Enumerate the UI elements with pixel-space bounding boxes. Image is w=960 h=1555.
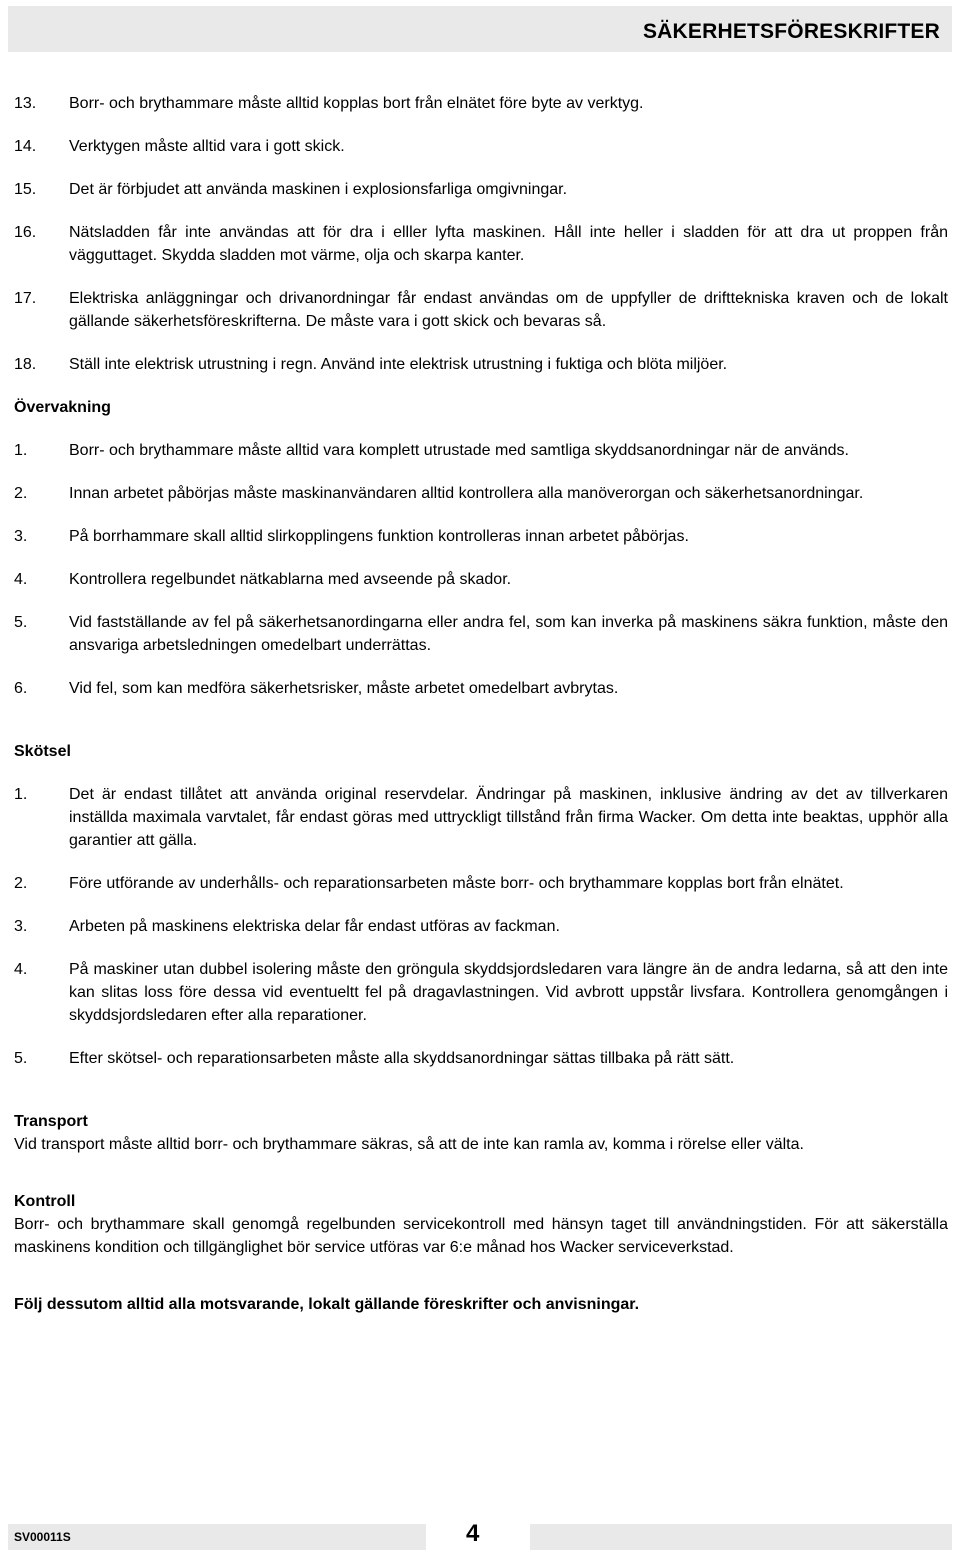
list-item: [14, 221, 948, 267]
list-item: [14, 92, 948, 115]
item-text: Innan arbetet påbörjas måste maskinanvändaren alltid kontrollera alla manöverorgan och säkerhetsanordningar.: [69, 485, 864, 502]
list-item: [14, 178, 948, 201]
section-heading-transport: Transport: [14, 1113, 88, 1130]
item-text: På maskiner utan dubbel isolering måste den gröngula skyddsjordsledaren vara längre än de andra ledarna, så att den inte kan slitas loss före dessa vid eventueltt fel på dragavlastningen. Vid avbrott uppstår livsfara. Kontrollera genomgången i skyddsjordsledaren efter alla reparationer.: [69, 961, 948, 1024]
list-item: [14, 1047, 948, 1070]
list-item: [14, 439, 948, 462]
list-item: [14, 135, 948, 158]
spacer: [14, 720, 948, 740]
item-number: 3.: [14, 918, 28, 935]
transport-section: [14, 1110, 948, 1156]
item-number: 5.: [14, 614, 28, 631]
item-number: 2.: [14, 485, 28, 502]
footer-bar-left: [8, 1524, 426, 1550]
item-text: Verktygen måste alltid vara i gott skick.: [69, 138, 345, 155]
item-number: 2.: [14, 875, 28, 892]
spacer: [14, 1090, 948, 1110]
item-text: Arbeten på maskinens elektriska delar får endast utföras av fackman.: [69, 918, 560, 935]
item-number: 16.: [14, 224, 37, 241]
footer-bar-right: [530, 1524, 952, 1550]
item-text: Vid fastställande av fel på säkerhetsanordingarna eller andra fel, som kan inverka på maskinens säkra funktion, måste den ansvariga arbetsledningen omedelbart underrättas.: [69, 614, 948, 654]
item-number: 4.: [14, 571, 28, 588]
final-note: Följ dessutom alltid alla motsvarande, lokalt gällande föreskrifter och anvisningar.: [14, 1296, 640, 1313]
list-item: [14, 872, 948, 895]
kontroll-section: [14, 1190, 948, 1259]
page-number: 4: [466, 1520, 480, 1547]
item-text: På borrhammare skall alltid slirkopplingens funktion kontrolleras innan arbetet påbörjas.: [69, 528, 689, 545]
item-text: Efter skötsel- och reparationsarbeten måste alla skyddsanordningar sättas tillbaka på rätt sätt.: [69, 1050, 735, 1067]
section-heading-overvakning: Övervakning: [14, 399, 111, 416]
item-number: 4.: [14, 961, 28, 978]
transport-text: Vid transport måste alltid borr- och brythammare säkras, så att de inte kan ramla av, komma i rörelse eller välta.: [14, 1136, 804, 1153]
list-item: [14, 677, 948, 700]
item-text: Före utförande av underhålls- och reparationsarbeten måste borr- och brythammare kopplas bort från elnätet.: [69, 875, 844, 892]
item-text: Nätsladden får inte användas att för dra i elller lyfta maskinen. Håll inte heller i sladden för att dra ut proppen från vägguttaget. Skydda sladden mot värme, olja och skarpa kanter.: [69, 224, 948, 264]
section-heading-skotsel: Skötsel: [14, 743, 71, 760]
item-text: Ställ inte elektrisk utrustning i regn. Använd inte elektrisk utrustning i fuktiga och blöta miljöer.: [69, 356, 728, 373]
item-text: Borr- och brythammare måste alltid kopplas bort från elnätet före byte av verktyg.: [69, 95, 644, 112]
item-number: 3.: [14, 528, 28, 545]
list-item: [14, 958, 948, 1027]
item-number: 1.: [14, 786, 28, 803]
list-item: [14, 525, 948, 548]
item-text: Det är förbjudet att använda maskinen i explosionsfarliga omgivningar.: [69, 181, 568, 198]
list-item: [14, 568, 948, 591]
list-item: [14, 353, 948, 376]
item-number: 6.: [14, 680, 28, 697]
item-number: 13.: [14, 95, 37, 112]
item-text: Borr- och brythammare måste alltid vara komplett utrustade med samtliga skyddsanordningar när de används.: [69, 442, 849, 459]
page-title: SÄKERHETSFÖRESKRIFTER: [642, 20, 940, 43]
document-code: SV00011S: [14, 1530, 71, 1544]
item-number: 1.: [14, 442, 28, 459]
item-text: Elektriska anläggningar och drivanordningar får endast användas om de uppfyller de drifttekniska kraven och de lokalt gällande säkerhetsföreskrifterna. De måste vara i gott skick och bevaras så.: [69, 290, 948, 330]
list-item: [14, 287, 948, 333]
item-number: 14.: [14, 138, 37, 155]
list-item: [14, 915, 948, 938]
document-body: [14, 92, 948, 1316]
list-item: [14, 783, 948, 852]
list-item: [14, 482, 948, 505]
item-number: 15.: [14, 181, 37, 198]
item-text: Kontrollera regelbundet nätkablarna med avseende på skador.: [69, 571, 512, 588]
header-bar: [8, 6, 952, 52]
kontroll-text: Borr- och brythammare skall genomgå regelbunden servicekontroll med hänsyn taget till användningstiden. För att säkerställa maskinens kondition och tillgänglighet bör service utföras var 6:e månad hos Wacker serviceverkstad.: [14, 1216, 948, 1256]
item-number: 17.: [14, 290, 37, 307]
item-number: 18.: [14, 356, 37, 373]
item-text: Vid fel, som kan medföra säkerhetsrisker, måste arbetet omedelbart avbrytas.: [69, 680, 619, 697]
item-text: Det är endast tillåtet att använda original reservdelar. Ändringar på maskinen, inklusive ändring av det av tillverkaren inställda maximala varvtalet, får endast göras med uttryckligt tillstånd från firma Wacker. Om detta inte beaktas, upphör alla garantier att gälla.: [69, 786, 948, 849]
item-number: 5.: [14, 1050, 28, 1067]
section-heading-kontroll: Kontroll: [14, 1193, 76, 1210]
list-item: [14, 611, 948, 657]
